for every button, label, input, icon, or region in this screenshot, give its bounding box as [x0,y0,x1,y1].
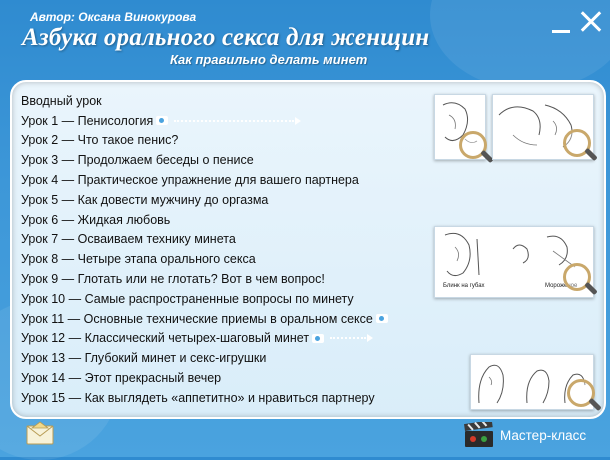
lesson-label: Урок 7 — Осваиваем технику минета [21,232,236,247]
minimize-button[interactable] [547,8,575,36]
zoom-icon [459,131,487,159]
arrow-icon [295,117,301,125]
lesson-item[interactable] [21,348,388,368]
close-button[interactable] [577,8,605,36]
master-class-link[interactable]: Мастер-класс [500,428,587,443]
lesson-label: Вводный урок [21,93,102,108]
lesson-item[interactable] [21,269,388,289]
camera-icon [156,116,168,125]
app-title: Азбука орального секса для женщин [22,24,430,51]
lesson-label: Урок 1 — Пенисология [21,113,154,128]
author-text: Автор: Оксана Винокурова [30,10,197,24]
lesson-panel [10,80,606,419]
lesson-thumbnail-7[interactable] [434,226,594,298]
lesson-item[interactable] [21,170,388,190]
thumbnail-caption: Блинк на губах [443,283,485,289]
lesson-label: Урок 4 — Практическое упражнение для вашего партнера [21,173,359,188]
lesson-label: Урок 9 — Глотать или не глотать? Вот в чем вопрос! [21,272,325,287]
lesson-item[interactable] [21,249,388,269]
lesson-item[interactable] [21,111,388,131]
dotted-connector [330,337,366,339]
lesson-item[interactable] [21,388,388,408]
lesson-label: Урок 6 — Жидкая любовь [21,212,171,227]
lesson-item[interactable] [21,368,388,388]
lesson-thumbnail-14[interactable] [470,354,594,410]
arrow-icon [367,334,373,342]
zoom-icon [563,129,591,157]
lesson-list [21,91,388,408]
dotted-connector [174,120,294,122]
lesson-label: Урок 11 — Основные технические приемы в оральном сексе [21,311,373,326]
mail-icon[interactable] [26,421,54,445]
lesson-label: Урок 2 — Что такое пенис? [21,133,179,148]
zoom-icon [563,263,591,291]
lesson-label: Урок 12 — Классический четырех-шаговый минет [21,331,310,346]
lesson-label: Урок 5 — Как довести мужчину до оргазма [21,192,269,207]
camera-icon [312,334,324,343]
zoom-icon [567,379,595,407]
lesson-item[interactable] [21,210,388,230]
lesson-label: Урок 10 — Самые распространенные вопросы по минету [21,291,354,306]
app-subtitle: Как правильно делать минет [170,52,368,67]
lesson-thumbnail-1b[interactable] [492,94,594,160]
lesson-item[interactable] [21,190,388,210]
camera-icon [376,314,388,323]
clapperboard-icon[interactable] [464,422,494,448]
lesson-label: Урок 13 — Глубокий минет и секс-игрушки [21,351,267,366]
lesson-item[interactable] [21,289,388,309]
lesson-item[interactable] [21,131,388,151]
lesson-label: Урок 14 — Этот прекрасный вечер [21,371,222,386]
lesson-item[interactable] [21,150,388,170]
lesson-label: Урок 3 — Продолжаем беседы о пенисе [21,153,254,168]
lesson-item[interactable] [21,91,388,111]
lesson-item[interactable] [21,230,388,250]
lesson-item[interactable] [21,309,388,329]
lesson-thumbnail-1a[interactable] [434,94,486,160]
thumbnail-caption: Мороженое [545,283,578,289]
lesson-label: Урок 8 — Четыре этапа орального секса [21,252,256,267]
lesson-item[interactable] [21,329,388,349]
lesson-label: Урок 15 — Как выглядеть «аппетитно» и нравиться партнеру [21,390,375,405]
